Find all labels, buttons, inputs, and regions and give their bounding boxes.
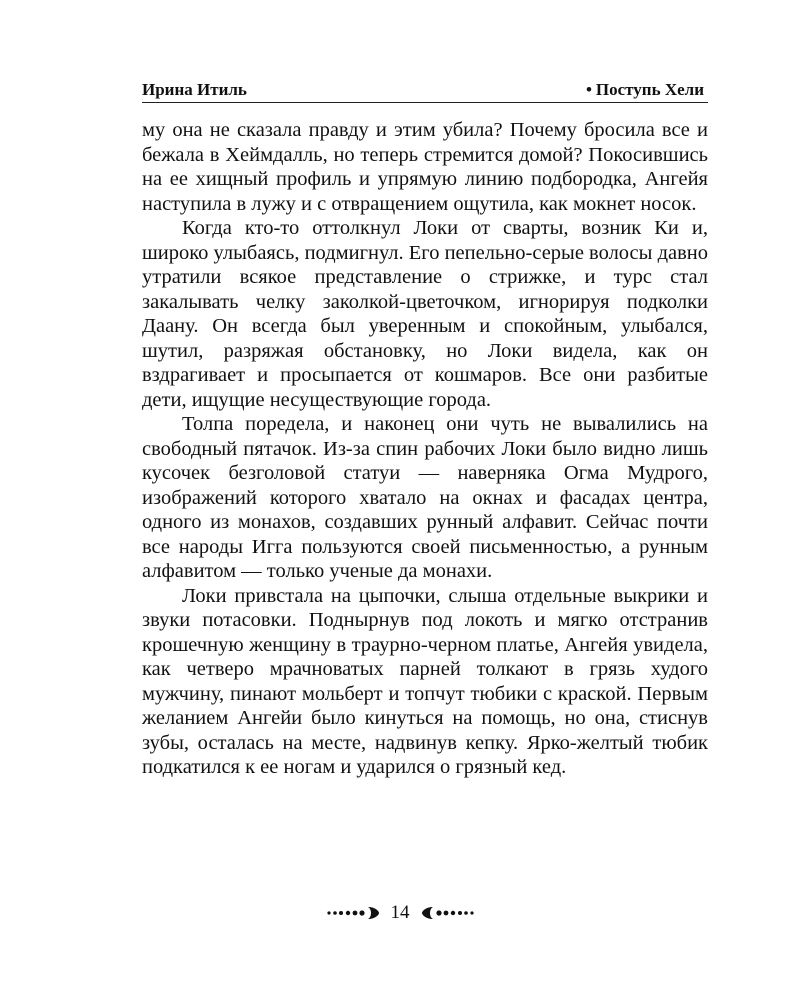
- header-author: Ирина Итиль: [142, 80, 247, 99]
- running-head: [142, 72, 704, 100]
- header-book-title: [586, 80, 704, 100]
- right-ornament-icon: [420, 905, 476, 921]
- header-rule: [142, 102, 708, 103]
- paragraph-2: Когда кто-то оттолкнул Локи от сварты, возник Ки и, широко улыбаясь, подмигнул. Его пепельно-серые волосы давно утратили всякое представление о стрижке, и турс стал закалывать челку заколкой-цветочком, игнорируя подколки Даану. Он всегда был уверенным и спокойным, улыбался, шутил, разряжая обстановку, но Локи видела, как он вздрагивает и просыпается от кошмаров. Все они разбитые дети, ищущие несуществующие города.: [142, 217, 708, 411]
- left-ornament-icon: [325, 905, 381, 921]
- main-text: [142, 118, 708, 780]
- header-bullet: •: [585, 80, 592, 99]
- paragraph-4: Локи привстала на цыпочки, слыша отдельные выкрики и звуки потасовки. Поднырнув под локоть и мягко отстранив крошечную женщину в траурно-черном платье, Ангейя увидела, как четверо мрачноватых парней толкают в грязь худого мужчину, пинают мольберт и топчут тюбики с краской. Первым желанием Ангейи было кинуться на помощь, но она, стиснув зубы, осталась на месте, надвинув кепку. Ярко-желтый тюбик подкатился к ее ногам и ударился о грязный кед.: [142, 584, 708, 778]
- page-number: 14: [390, 902, 410, 923]
- header-title: Поступь Хели: [595, 80, 704, 99]
- paragraph-3: Толпа поредела, и наконец они чуть не вывалились на свободный пятачок. Из-за спин рабочих Локи было видно лишь кусочек безголовой статуи — наверняка Огма Мудрого, изображений которого хватало на окнах и фасадах центра, одного из монахов, создавших рунный алфавит. Сейчас почти все народы Игга пользуются своей письменностью, а рунным алфавитом — только ученые да монахи.: [142, 413, 708, 582]
- page-footer: [0, 902, 800, 924]
- paragraph-1: му она не сказала правду и этим убила? Почему бросила все и бежала в Хеймдалль, но теперь стремится домой? Покосившись на ее хищный профиль и упрямую линию подбородка, Ангейя наступила в лужу и с отвращением ощутила, как мокнет носок.: [142, 119, 708, 215]
